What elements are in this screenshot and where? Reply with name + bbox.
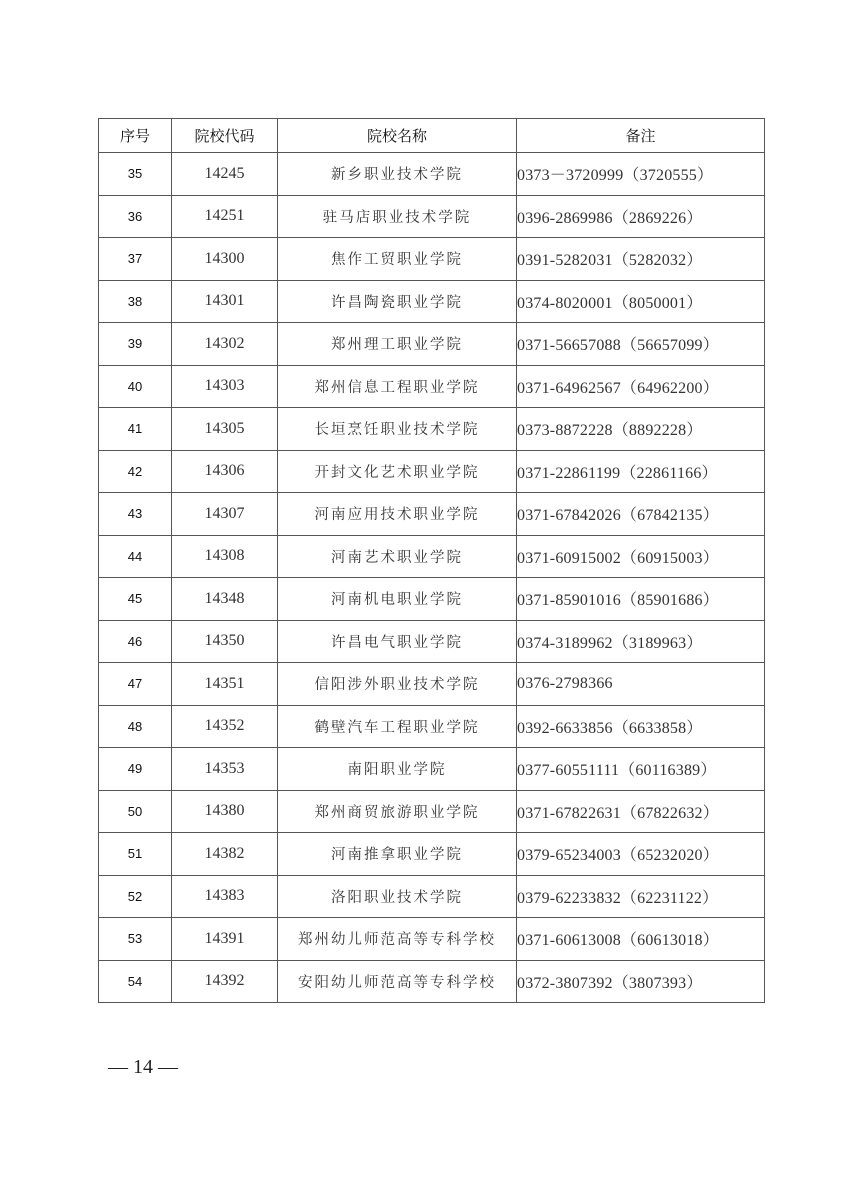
cell-name: 河南应用技术职业学院 xyxy=(278,493,517,536)
cell-seq: 48 xyxy=(99,705,172,748)
cell-seq: 45 xyxy=(99,578,172,621)
table-row xyxy=(99,620,765,663)
cell-name: 许昌陶瓷职业学院 xyxy=(278,280,517,323)
table-row xyxy=(99,875,765,918)
header-note: 备注 xyxy=(517,119,765,153)
table-row xyxy=(99,918,765,961)
cell-name: 驻马店职业技术学院 xyxy=(278,195,517,238)
table-row xyxy=(99,748,765,791)
cell-note: 0396-2869986（2869226） xyxy=(517,195,765,238)
cell-code: 14305 xyxy=(172,408,278,451)
cell-code: 14391 xyxy=(172,918,278,961)
cell-note: 0371-64962567（64962200） xyxy=(517,365,765,408)
table-row xyxy=(99,323,765,366)
cell-seq: 54 xyxy=(99,960,172,1003)
cell-code: 14392 xyxy=(172,960,278,1003)
cell-name: 鹤壁汽车工程职业学院 xyxy=(278,705,517,748)
cell-note: 0371-56657088（56657099） xyxy=(517,323,765,366)
cell-note: 0376-2798366 xyxy=(517,663,765,706)
cell-name: 河南机电职业学院 xyxy=(278,578,517,621)
cell-code: 14380 xyxy=(172,790,278,833)
table-row xyxy=(99,535,765,578)
cell-code: 14350 xyxy=(172,620,278,663)
table-row xyxy=(99,578,765,621)
cell-code: 14303 xyxy=(172,365,278,408)
cell-code: 14382 xyxy=(172,833,278,876)
cell-seq: 52 xyxy=(99,875,172,918)
cell-seq: 50 xyxy=(99,790,172,833)
cell-note: 0371-22861199（22861166） xyxy=(517,450,765,493)
table-row xyxy=(99,493,765,536)
cell-seq: 42 xyxy=(99,450,172,493)
cell-note: 0374-3189962（3189963） xyxy=(517,620,765,663)
schools-table xyxy=(98,118,765,1003)
cell-name: 郑州信息工程职业学院 xyxy=(278,365,517,408)
cell-name: 安阳幼儿师范高等专科学校 xyxy=(278,960,517,1003)
cell-seq: 39 xyxy=(99,323,172,366)
header-seq: 序号 xyxy=(99,119,172,153)
cell-note: 0373－3720999（3720555） xyxy=(517,153,765,196)
cell-name: 洛阳职业技术学院 xyxy=(278,875,517,918)
cell-note: 0371-67842026（67842135） xyxy=(517,493,765,536)
cell-note: 0371-67822631（67822632） xyxy=(517,790,765,833)
cell-seq: 49 xyxy=(99,748,172,791)
cell-name: 许昌电气职业学院 xyxy=(278,620,517,663)
cell-note: 0391-5282031（5282032） xyxy=(517,238,765,281)
cell-note: 0371-60613008（60613018） xyxy=(517,918,765,961)
cell-seq: 37 xyxy=(99,238,172,281)
cell-code: 14251 xyxy=(172,195,278,238)
cell-seq: 35 xyxy=(99,153,172,196)
table-row xyxy=(99,280,765,323)
cell-code: 14301 xyxy=(172,280,278,323)
cell-note: 0371-60915002（60915003） xyxy=(517,535,765,578)
table-row xyxy=(99,833,765,876)
cell-note: 0379-62233832（62231122） xyxy=(517,875,765,918)
cell-seq: 43 xyxy=(99,493,172,536)
cell-note: 0392-6633856（6633858） xyxy=(517,705,765,748)
cell-note: 0377-60551111（60116389） xyxy=(517,748,765,791)
table-row xyxy=(99,365,765,408)
cell-code: 14302 xyxy=(172,323,278,366)
cell-name: 南阳职业学院 xyxy=(278,748,517,791)
page-number: — 14 — xyxy=(108,1056,178,1078)
cell-code: 14306 xyxy=(172,450,278,493)
table-row xyxy=(99,238,765,281)
header-name: 院校名称 xyxy=(278,119,517,153)
cell-name: 郑州幼儿师范高等专科学校 xyxy=(278,918,517,961)
cell-name: 长垣烹饪职业技术学院 xyxy=(278,408,517,451)
cell-name: 郑州商贸旅游职业学院 xyxy=(278,790,517,833)
cell-seq: 51 xyxy=(99,833,172,876)
cell-code: 14300 xyxy=(172,238,278,281)
cell-name: 焦作工贸职业学院 xyxy=(278,238,517,281)
table-header-row xyxy=(99,119,765,153)
cell-seq: 47 xyxy=(99,663,172,706)
cell-note: 0371-85901016（85901686） xyxy=(517,578,765,621)
cell-code: 14351 xyxy=(172,663,278,706)
cell-seq: 41 xyxy=(99,408,172,451)
cell-name: 河南艺术职业学院 xyxy=(278,535,517,578)
cell-seq: 53 xyxy=(99,918,172,961)
table-row xyxy=(99,790,765,833)
cell-code: 14353 xyxy=(172,748,278,791)
cell-note: 0372-3807392（3807393） xyxy=(517,960,765,1003)
cell-code: 14245 xyxy=(172,153,278,196)
cell-code: 14383 xyxy=(172,875,278,918)
cell-seq: 38 xyxy=(99,280,172,323)
cell-name: 河南推拿职业学院 xyxy=(278,833,517,876)
cell-name: 信阳涉外职业技术学院 xyxy=(278,663,517,706)
table-row xyxy=(99,195,765,238)
table-row xyxy=(99,153,765,196)
table-row xyxy=(99,705,765,748)
table-row xyxy=(99,450,765,493)
table-row xyxy=(99,663,765,706)
cell-note: 0373-8872228（8892228） xyxy=(517,408,765,451)
cell-code: 14348 xyxy=(172,578,278,621)
cell-name: 郑州理工职业学院 xyxy=(278,323,517,366)
cell-name: 新乡职业技术学院 xyxy=(278,153,517,196)
cell-code: 14308 xyxy=(172,535,278,578)
table-row xyxy=(99,960,765,1003)
cell-code: 14352 xyxy=(172,705,278,748)
table-row xyxy=(99,408,765,451)
header-code: 院校代码 xyxy=(172,119,278,153)
cell-seq: 40 xyxy=(99,365,172,408)
cell-seq: 44 xyxy=(99,535,172,578)
cell-seq: 46 xyxy=(99,620,172,663)
cell-name: 开封文化艺术职业学院 xyxy=(278,450,517,493)
cell-code: 14307 xyxy=(172,493,278,536)
cell-seq: 36 xyxy=(99,195,172,238)
cell-note: 0379-65234003（65232020） xyxy=(517,833,765,876)
cell-note: 0374-8020001（8050001） xyxy=(517,280,765,323)
